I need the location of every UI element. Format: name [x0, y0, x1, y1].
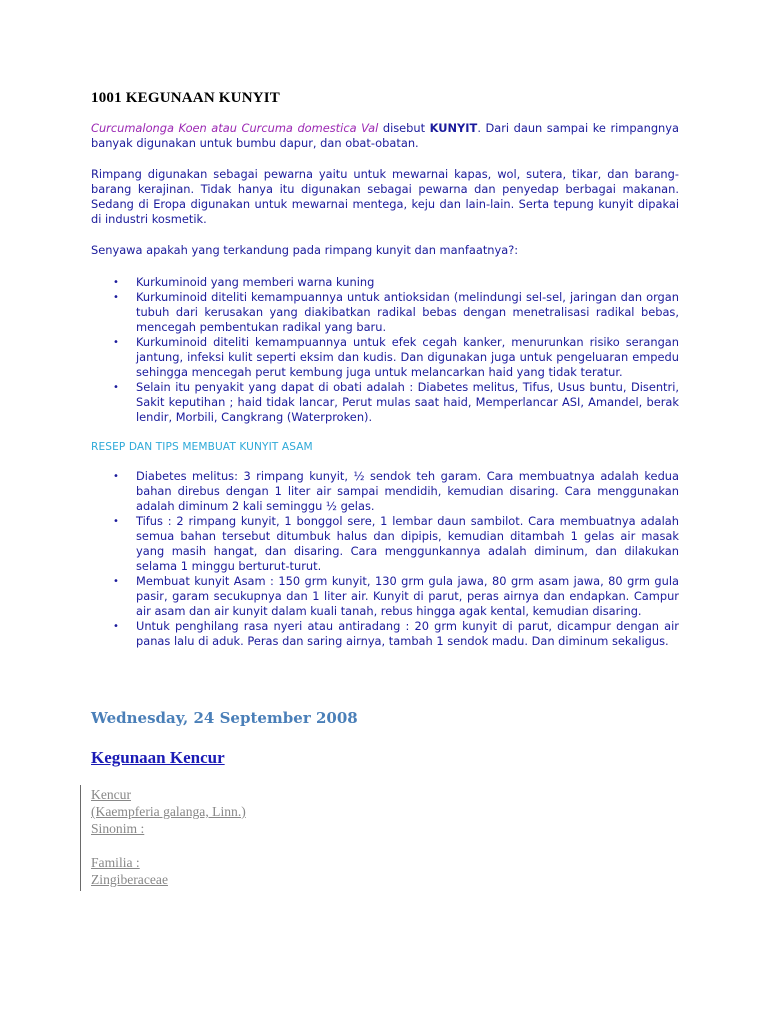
intro-paragraph [91, 121, 679, 151]
post-title-link[interactable]: Kegunaan Kencur [91, 748, 225, 767]
quote-line-zingiberaceae[interactable]: Zingiberaceae [91, 872, 168, 887]
bullet-icon: • [113, 621, 119, 632]
bullet-icon: • [113, 337, 119, 348]
list-item-text: Membuat kunyit Asam : 150 grm kunyit, 130 grm gula jawa, 80 grm asam jawa, 80 grm gula pasir, garam secukupnya dan 1 liter air. Kunyit di parut, peras airnya dan endapkan. Campur air asam dan air kunyit dalam kuali tanah, rebus hingga agak kental, kemudian disaring. [136, 574, 679, 618]
benefits-list [91, 275, 679, 425]
quote-line-latin[interactable]: (Kaempferia galanga, Linn.) [91, 804, 246, 819]
intro-disebut: disebut [378, 121, 430, 135]
date-heading: Wednesday, 24 September 2008 [91, 709, 358, 727]
blockquote-bar [80, 785, 81, 891]
intro-rest: . Dari daun sampai ke rimpangnya banyak digunakan untuk bumbu dapur, dan obat-obatan. [91, 121, 679, 150]
latin-name: Curcumalonga Koen atau Curcuma domestica Val [91, 121, 379, 135]
list-item [91, 514, 679, 574]
bullet-icon: • [113, 292, 119, 303]
usage-paragraph: Rimpang digunakan sebagai pewarna yaitu untuk mewarnai kapas, wol, sutera, tikar, dan barang-barang kerajinan. Tidak hanya itu digunakan sebagai pewarna dan penyedap berbagai makanan. Sedang di Eropa digunakan untuk mewarnai mentega, keju dan lain-lain. Serta tepung kunyit dipakai di industri kosmetik. [91, 167, 679, 226]
list-item [91, 275, 679, 290]
list-item [91, 380, 679, 425]
recipe-heading: RESEP DAN TIPS MEMBUAT KUNYIT ASAM [91, 441, 313, 453]
list-item [91, 335, 679, 380]
quote-spacer [91, 837, 246, 854]
list-item [91, 469, 679, 514]
quote-line-familia[interactable]: Familia : [91, 855, 140, 870]
recipes-list [91, 469, 679, 649]
list-item-text: Kurkuminoid yang memberi warna kuning [136, 275, 375, 289]
article [91, 90, 679, 649]
bullet-icon: • [113, 382, 119, 393]
list-item-text: Untuk penghilang rasa nyeri atau antiradang : 20 grm kunyit di parut, dicampur dengan air panas lalu di aduk. Peras dan saring airnya, tambah 1 sendok madu. Dan diminum sekaligus. [136, 619, 679, 648]
list-item [91, 619, 679, 649]
article-title: 1001 KEGUNAAN KUNYIT [91, 90, 281, 106]
kunyit-word: KUNYIT [429, 121, 478, 135]
list-item-text: Diabetes melitus: 3 rimpang kunyit, ½ sendok teh garam. Cara membuatnya adalah kedua bahan direbus dengan 1 liter air sampai mendidih, kemudian disaring. Cara menggunakan adalah diminum 2 kali seminggu ½ gelas. [136, 469, 679, 513]
bullet-icon: • [113, 471, 119, 482]
list-item [91, 290, 679, 335]
list-item-text: Tifus : 2 rimpang kunyit, 1 bonggol sere, 1 lembar daun sambilot. Cara membuatnya adalah semua bahan tersebut ditumbuk halus dan dipipis, kemudian ditambah 1 gelas air masak yang masih hangat, dan disaring. Cara menggunkannya adalah diminum, dan dilakukan selama 1 minggu berturut-turut. [136, 514, 679, 573]
list-item-text: Kurkuminoid diteliti kemampuannya untuk efek cegah kanker, menurunkan risiko serangan jantung, infeksi kulit seperti eksim dan kudis. Dan digunakan juga untuk pengeluaran empedu sehingga mencegah perut kembung juga untuk melancarkan haid yang tidak teratur. [136, 335, 679, 379]
blockquote [91, 786, 246, 888]
list-item-text: Selain itu penyakit yang dapat di obati adalah : Diabetes melitus, Tifus, Usus buntu, Disentri, Sakit keputihan ; haid tidak lancar, Perut mulas saat haid, Memperlancar ASI, Amandel, berak lendir, Morbili, Cangkrang (Waterproken). [136, 380, 679, 424]
bullet-icon: • [113, 516, 119, 527]
bullet-icon: • [113, 277, 119, 288]
quote-line-sinonim[interactable]: Sinonim : [91, 821, 145, 836]
quote-line-kencur[interactable]: Kencur [91, 787, 132, 802]
list-item [91, 574, 679, 619]
list-item-text: Kurkuminoid diteliti kemampuannya untuk antioksidan (melindungi sel-sel, jaringan dan organ tubuh dari kerusakan yang diakibatkan radikal bebas dengan menetralisasi radikal bebas, mencegah pembentukan radikal yang baru. [136, 290, 679, 334]
question-paragraph: Senyawa apakah yang terkandung pada rimpang kunyit dan manfaatnya?: [91, 243, 519, 257]
bullet-icon: • [113, 576, 119, 587]
